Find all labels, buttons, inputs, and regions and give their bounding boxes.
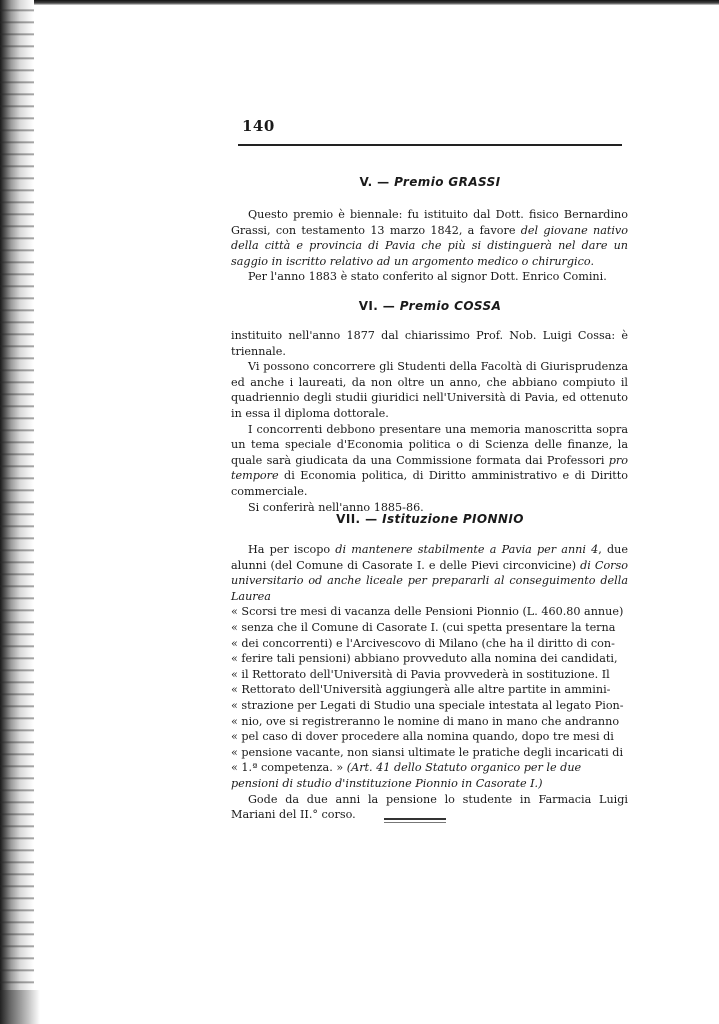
emphasis-text: del giovane nativo della città e provincia di Pavia che più si distinguerà nel dare un saggio in iscritto relativo ad un argomento medico o chirurgico. — [231, 223, 628, 268]
section-heading-grassi — [238, 175, 622, 189]
paragraph: instituito nell'anno 1877 dal chiarissimo Prof. Nob. Luigi Cossa: è triennale. — [231, 329, 628, 358]
paragraph: Questo premio è biennale: fu istituito dal Dott. fisico Bernardino Grassi, con testamento 13 marzo 1842, a favore del giovane nativo della città e provincia di Pavia che più si distinguerà nel dare un saggio in iscritto relativo ad un argomento medico o chirurgico. — [231, 208, 628, 268]
section-title: Premio COSSA — [399, 299, 502, 313]
section-number: VII. — — [336, 512, 378, 526]
section-heading-pionnio — [238, 512, 622, 526]
quote-line: « ferire tali pensioni) abbiano provveduto alla nomina dei candidati, — [231, 652, 618, 666]
quote-line: « dei concorrenti) e l'Arcivescovo di Milano (che ha il diritto di con- — [231, 636, 615, 650]
paragraph: Per l'anno 1883 è stato conferito al signor Dott. Enrico Comini. — [248, 270, 607, 284]
quote-line: « il Rettorato dell'Università di Pavia provvederà in sostituzione. Il — [231, 667, 610, 681]
section-title: Istituzione PIONNIO — [382, 512, 524, 526]
section-body-cossa — [231, 328, 628, 515]
section-body-grassi — [231, 207, 628, 285]
quote-line: « pel caso di dover procedere alla nomina quando, dopo tre mesi di — [231, 730, 614, 744]
page-number: 140 — [242, 117, 275, 135]
quote-line: « Scorsi tre mesi di vacanza delle Pensioni Pionnio (L. 460.80 annue) — [231, 605, 624, 619]
emphasis-text: di Corso universitario od anche liceale per prepararli al conseguimento della Laurea — [231, 558, 628, 603]
end-rule-secondary — [384, 822, 446, 823]
paragraph: Gode da due anni la pensione lo studente in Farmacia Luigi Mariani del II.° corso. — [231, 792, 628, 822]
book-binding-edge — [0, 0, 34, 1024]
statute-reference: (Art. 41 dello Statuto organico per le due pensioni di studio d'instituzione Pionnio in Casorate I.) — [231, 761, 582, 790]
emphasis-text: di mantenere stabilmente a Pavia per anni 4 — [335, 543, 599, 556]
quote-line: « nio, ove si registreranno le nomine di mano in mano che andranno — [231, 714, 620, 728]
emphasis-text: pro tempore — [231, 453, 628, 483]
paragraph: I concorrenti debbono presentare una memoria manoscritta sopra un tema speciale d'Economia politica o di Scienza delle finanze, la quale sarà giudicata da una Commissione formata dai Professori pro tempore di Economia politica, di Diritto amministrativo e di Diritto commerciale. — [231, 422, 628, 498]
quote-line: « senza che il Comune di Casorate I. (cui spetta presentare la terna — [231, 620, 616, 634]
section-number: VI. — — [358, 299, 396, 313]
book-binding-corner — [0, 990, 40, 1024]
end-rule — [384, 818, 446, 820]
section-title: Premio GRASSI — [394, 175, 501, 189]
quote-line: « Rettorato dell'Università aggiungerà alle altre partite in ammini- — [231, 683, 611, 697]
section-body-pionnio — [231, 542, 628, 823]
scan-edge-top — [0, 0, 719, 5]
paragraph: Si conferirà nell'anno 1885-86. — [248, 500, 424, 514]
quote-line: « 1.ª competenza. » (Art. 41 dello Statuto organico per le due pensioni di studio d'instituzione Pionnio in Casorate I.) — [231, 761, 582, 790]
quote-line: « pensione vacante, non siansi ultimate le pratiche degli incaricati di — [231, 745, 624, 759]
section-heading-cossa — [238, 299, 622, 313]
paragraph: Vi possono concorrere gli Studenti della Facoltà di Giurisprudenza ed anche i laureati, da non oltre un anno, che abbiano compiuto il quadriennio degli studii giuridici nell'Università di Pavia, ed ottenuto in essa il diploma dottorale. — [231, 360, 628, 420]
header-rule — [238, 144, 622, 146]
paragraph: Ha per iscopo di mantenere stabilmente a Pavia per anni 4, due alunni (del Comune di Casorate I. e delle Pievi circonvicine) di Corso universitario od anche liceale per prepararli al conseguimento della Laurea — [231, 543, 628, 603]
section-number: V. — — [359, 175, 390, 189]
quote-line: « strazione per Legati di Studio una speciale intestata al legato Pion- — [231, 698, 624, 712]
